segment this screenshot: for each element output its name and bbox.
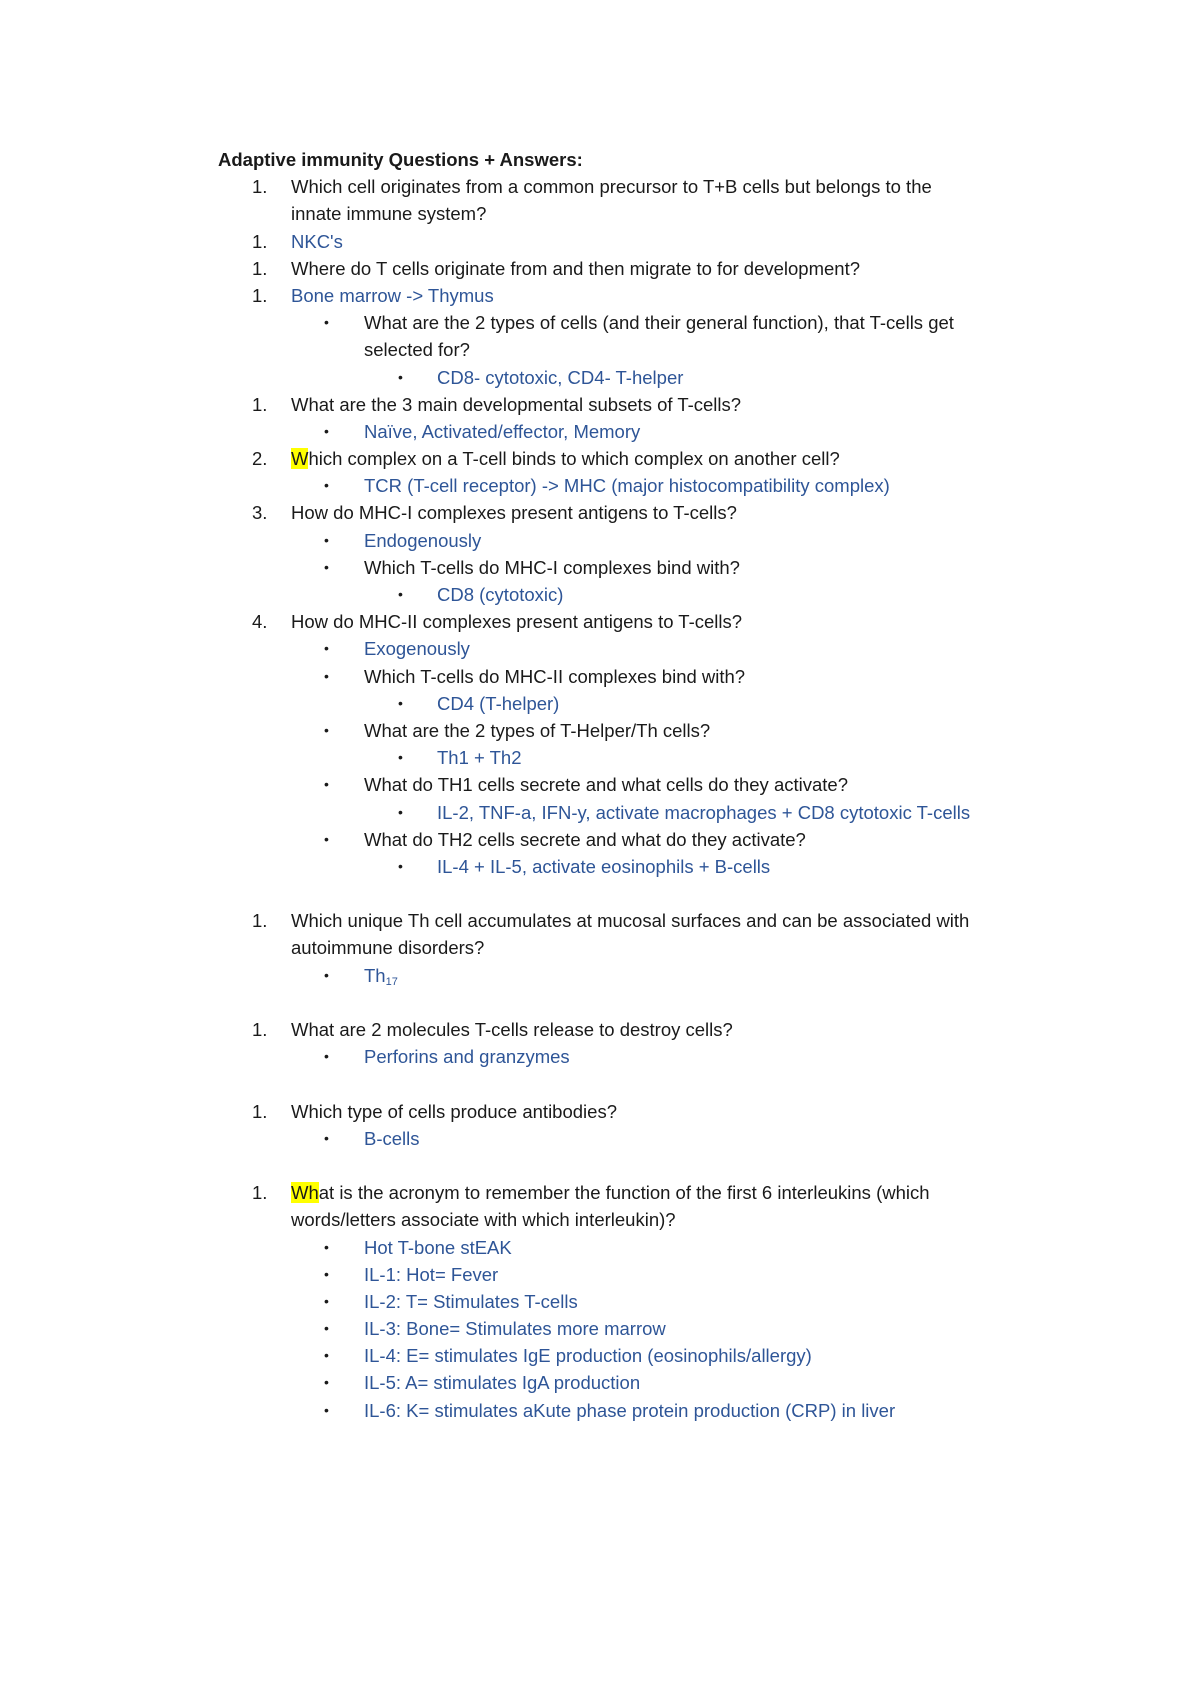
bullet: • (324, 1238, 329, 1255)
question-text: What do TH1 cells secrete and what cells do they activate? (364, 774, 848, 796)
bullet: • (324, 1129, 329, 1146)
answer-text: Exogenously (364, 638, 470, 660)
bullet: • (324, 422, 329, 439)
question-line (0, 554, 1200, 581)
question-line (0, 1179, 1200, 1206)
question-text (291, 445, 840, 472)
answer-text: IL-2, TNF-a, IFN-y, activate macrophages + CD8 cytotoxic T-cells (437, 801, 971, 823)
answer-text: Naïve, Activated/effector, Memory (364, 420, 641, 442)
bullet: • (324, 966, 329, 983)
answer-text: Endogenously (364, 529, 482, 551)
blank-line (0, 880, 1200, 907)
bullet: • (398, 749, 403, 766)
blank-line (0, 989, 1200, 1016)
question-line (0, 608, 1200, 635)
question-text: Which T-cells do MHC-I complexes bind with? (364, 556, 740, 578)
answer-text: CD8- cytotoxic, CD4- T-helper (437, 366, 684, 388)
bullet: • (398, 586, 403, 602)
question-text: What do TH2 cells secrete and what do they activate? (364, 828, 806, 850)
bullet: • (324, 1347, 329, 1364)
question-text: What are the 3 main developmental subsets of T-cells? (291, 393, 742, 415)
question-text-rest: at is the acronym to remember the function of the first 6 interleukins (which (318, 1182, 930, 1204)
answer-line (0, 1397, 1200, 1424)
answer-line (0, 282, 1200, 309)
answer-text: B-cells (364, 1127, 420, 1149)
answer-text: Bone marrow -> Thymus (291, 284, 494, 306)
question-line (0, 200, 1200, 227)
list-number: 1. (252, 257, 268, 279)
answer-line (0, 853, 1200, 880)
answer-text: IL-3: Bone= Stimulates more marrow (364, 1318, 666, 1340)
question-text: innate immune system? (291, 203, 487, 225)
bullet: • (324, 721, 329, 738)
question-text: Where do T cells originate from and then migrate to for development? (291, 257, 861, 279)
answer-line (0, 1315, 1200, 1342)
bullet: • (398, 857, 403, 874)
list-number: 3. (252, 502, 268, 524)
answer-line (0, 1125, 1200, 1152)
answer-line (0, 228, 1200, 255)
answer-line (0, 364, 1200, 391)
question-line (0, 1206, 1200, 1233)
answer-text: CD8 (cytotoxic) (437, 584, 564, 605)
highlighted-text: Wh (291, 1182, 319, 1204)
answer-line (0, 581, 1200, 608)
question-text-rest: hich complex on a T-cell binds to which complex on another cell? (308, 448, 840, 470)
answer-line (0, 1261, 1200, 1288)
bullet: • (324, 1265, 329, 1282)
answer-text: Perforins and granzymes (364, 1046, 570, 1068)
question-line (0, 717, 1200, 744)
answer-line (0, 1369, 1200, 1396)
question-text (291, 1179, 930, 1206)
question-line (0, 173, 1200, 200)
qa-document (0, 146, 1200, 1424)
question-text: Which unique Th cell accumulates at mucosal surfaces and can be associated with (291, 910, 970, 932)
answer-text: IL-4 + IL-5, activate eosinophils + B-cells (437, 855, 771, 877)
answer-line (0, 799, 1200, 826)
list-number: 1. (252, 910, 268, 932)
bullet: • (398, 694, 403, 711)
subscript: 17 (385, 975, 398, 988)
list-number: 2. (252, 448, 268, 470)
question-line (0, 391, 1200, 418)
bullet: • (324, 1320, 329, 1337)
bullet: • (324, 558, 329, 575)
question-line (0, 445, 1200, 472)
question-line (0, 1098, 1200, 1125)
question-line (0, 1016, 1200, 1043)
question-text: What are the 2 types of T-Helper/Th cells? (364, 719, 711, 741)
question-line (0, 907, 1200, 934)
list-number: 4. (252, 611, 268, 633)
answer-text-main: Th (364, 964, 386, 986)
list-number: 1. (252, 1182, 268, 1204)
answer-text: IL-2: T= Stimulates T-cells (364, 1290, 578, 1312)
answer-text: IL-4: E= stimulates IgE production (eosinophils/allergy) (364, 1345, 812, 1367)
answer-text: IL-6: K= stimulates aKute phase protein production (CRP) in liver (364, 1399, 896, 1421)
answer-text: IL-5: A= stimulates IgA production (364, 1372, 641, 1394)
bullet: • (324, 1401, 329, 1418)
bullet: • (324, 667, 329, 684)
question-text: selected for? (364, 339, 470, 361)
answer-text: CD4 (T-helper) (437, 692, 560, 714)
bullet: • (324, 640, 329, 657)
question-text: words/letters associate with which interleukin)? (291, 1209, 676, 1231)
question-line (0, 309, 1200, 336)
answer-text (364, 962, 398, 989)
answer-text: NKC's (291, 230, 343, 252)
question-line (0, 934, 1200, 961)
answer-line (0, 635, 1200, 662)
bullet: • (398, 368, 403, 385)
bullet: • (324, 1374, 329, 1391)
blank-line (0, 1152, 1200, 1179)
document-title: Adaptive immunity Questions + Answers: (218, 149, 583, 170)
question-text: What are 2 molecules T-cells release to destroy cells? (291, 1019, 733, 1040)
question-text: autoimmune disorders? (291, 937, 485, 959)
highlighted-text: W (291, 448, 309, 470)
question-text: How do MHC-II complexes present antigens to T-cells? (291, 611, 743, 633)
question-text: How do MHC-I complexes present antigens to T-cells? (291, 502, 737, 524)
bullet: • (324, 830, 329, 847)
answer-line (0, 1234, 1200, 1261)
answer-line (0, 527, 1200, 554)
bullet: • (398, 803, 403, 820)
list-number: 1. (252, 230, 268, 252)
answer-line (0, 690, 1200, 717)
bullet: • (324, 531, 329, 548)
question-line (0, 771, 1200, 798)
answer-text: Hot T-bone stEAK (364, 1236, 512, 1258)
blank-line (0, 1070, 1200, 1097)
answer-line (0, 1342, 1200, 1369)
answer-line (0, 744, 1200, 771)
answer-line (0, 418, 1200, 445)
answer-text: TCR (T-cell receptor) -> MHC (major histocompatibility complex) (364, 475, 890, 497)
question-line (0, 255, 1200, 282)
question-line (0, 663, 1200, 690)
answer-text: Th1 + Th2 (437, 747, 522, 769)
question-line (0, 336, 1200, 363)
bullet: • (324, 1048, 329, 1065)
question-text: Which cell originates from a common precursor to T+B cells but belongs to the (291, 176, 932, 198)
question-text: Which T-cells do MHC-II complexes bind with? (364, 665, 746, 687)
bullet: • (324, 776, 329, 793)
question-line (0, 826, 1200, 853)
bullet: • (324, 1292, 329, 1309)
question-line (0, 499, 1200, 526)
answer-text: IL-1: Hot= Fever (364, 1263, 499, 1285)
bullet: • (324, 477, 329, 494)
answer-line (0, 472, 1200, 499)
question-text: What are the 2 types of cells (and their general function), that T-cells get (364, 312, 954, 334)
question-text: Which type of cells produce antibodies? (291, 1100, 617, 1122)
answer-line (0, 1288, 1200, 1315)
list-number: 1. (252, 176, 268, 198)
list-number: 1. (252, 284, 268, 306)
list-number: 1. (252, 1100, 268, 1122)
answer-line (0, 1043, 1200, 1070)
bullet: • (324, 314, 329, 331)
list-number: 1. (252, 1019, 268, 1040)
answer-line (0, 962, 1200, 989)
list-number: 1. (252, 393, 268, 415)
